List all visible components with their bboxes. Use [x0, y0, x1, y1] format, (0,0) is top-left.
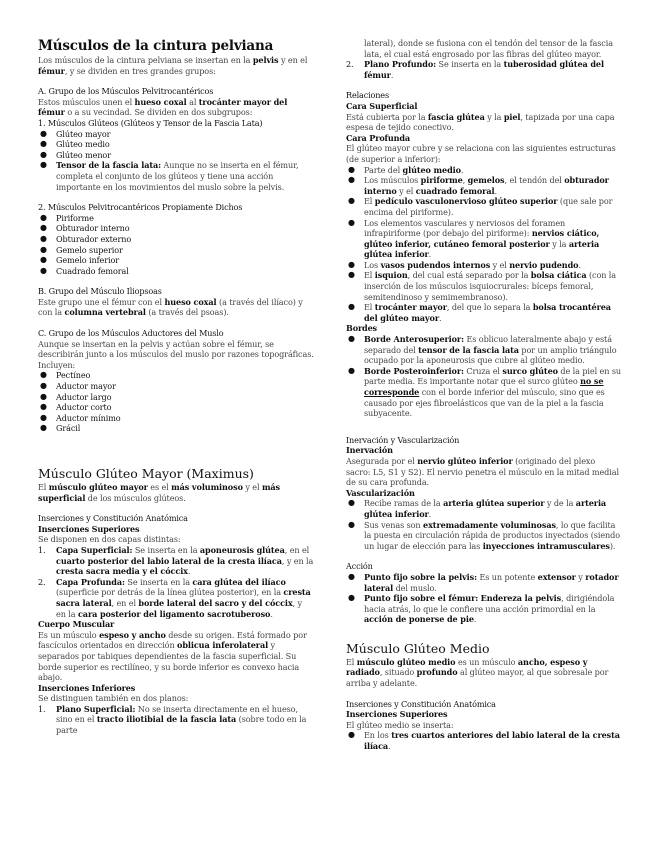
bordes-heading: Bordes	[346, 323, 377, 334]
bullet-icon: ●	[348, 730, 355, 740]
list-item: ● Aductor largo	[40, 391, 112, 402]
list-item: 2. Capa Profunda: Se inserta en la cara glútea del ilíaco (superficie por detrás de la línea glútea posterior), en la cresta sacra lateral, en el borde lateral del sacro y del cóccix, y en la cara posterior del ligamento sacrotuberoso.	[38, 576, 311, 619]
bullet-icon: ●	[40, 381, 47, 391]
bullet-icon: ●	[40, 255, 47, 265]
bullet-icon: ●	[348, 571, 355, 581]
group-a-heading: A. Grupo de los Músculos Pelvitrocantéricos	[38, 86, 214, 97]
capas-list	[38, 545, 314, 619]
cara-profunda-list	[346, 165, 622, 324]
bullet-icon: ●	[348, 302, 355, 312]
inervacion-heading: Inervación	[346, 445, 393, 456]
list-item: ● El pedículo vasculonervioso glúteo superior (que sale por encima del piriforme).	[348, 196, 613, 217]
list-item: 1. Capa Superficial: Se inserta en la aponeurosis glútea, en el cuarto posterior del labio lateral de la cresta ilíaca, y en la cresta sacra media y el cóccix.	[38, 544, 314, 577]
list-item: ● Glúteo mayor	[40, 128, 111, 139]
list-item: lateral), donde se fusiona con el tendón del tensor de la fascia lata, el cual está engrosado por las fibras del glúteo mayor.	[364, 38, 613, 59]
list-item: ● El isquion, del cual está separado por la bolsa ciática (con la inserción de los músculos isquiocrurales: bíceps femoral, semitendinoso y semimembranoso).	[348, 270, 617, 302]
bullet-icon: ●	[40, 412, 47, 422]
planos-list	[38, 704, 314, 736]
page-title: Músculos de la cintura pelviana	[38, 38, 274, 54]
inserciones-inferiores-text: Se distinguen también en dos planos:	[38, 693, 189, 704]
bullet-icon: ●	[40, 402, 47, 412]
bullet-icon: ●	[40, 160, 47, 170]
inserciones-superiores-heading: Inserciones Superiores	[38, 523, 140, 534]
group-c-heading: C. Grupo de los Músculos Aductores del Muslo	[38, 328, 224, 339]
bullet-icon: ●	[348, 196, 355, 206]
inserciones-superiores-text: Se disponen en dos capas distintas:	[38, 534, 181, 545]
bullet-icon: ●	[348, 164, 355, 174]
planos-list-continued	[346, 38, 622, 80]
gluteo-medio-superiores-text: El glúteo medio se inserta:	[346, 719, 454, 730]
gluteo-medio-superiores-heading: Inserciones Superiores	[346, 709, 448, 720]
bullet-icon: ●	[348, 334, 355, 344]
gluteo-medio-title: Músculo Glúteo Medio	[346, 640, 490, 656]
relaciones-heading: Relaciones	[346, 90, 389, 101]
bullet-icon: ●	[40, 391, 47, 401]
gluteo-medio-intro: El músculo glúteo medio es un músculo ancho, espeso y radiado, situado profundo al glúteo mayor, al que sobresale por arriba y adelante.	[346, 656, 609, 689]
cara-superficial-text: Está cubierta por la fascia glútea y la piel, tapizada por una capa espesa de tejido conectivo.	[346, 111, 615, 133]
cara-superficial-heading: Cara Superficial	[346, 100, 418, 111]
list-item: ● Gemelo inferior	[40, 255, 120, 266]
list-item: ● Recibe ramas de la arteria glútea superior y de la arteria glútea inferior.	[348, 498, 607, 519]
bullet-icon: ●	[40, 128, 47, 138]
list-item: ● Punto fijo sobre el fémur: Endereza la pelvis, dirigiéndola hacia atrás, lo que le confiere una acción primordial en la acción de ponerse de pie.	[348, 593, 615, 625]
bullet-icon: ●	[348, 593, 355, 603]
list-item: ● Cuadrado femoral	[40, 265, 129, 276]
list-item: ● Glúteo menor	[40, 149, 111, 160]
gluteo-medio-inserciones-heading: Inserciones y Constitución Anatómica	[346, 698, 496, 709]
bullet-icon: ●	[348, 365, 355, 375]
bullet-icon: ●	[40, 233, 47, 243]
list-item: ● Tensor de la fascia lata: Aunque no se inserta en el fémur, completa el conjunto de los glúteos y tiene una acción importante en los movimientos del muslo sobre la pelvis.	[40, 160, 299, 192]
list-item: ● Sus venas son extremadamente voluminosas, lo que facilita la puesta en circulación rápida de productos inyectados (siendo un lugar de elección para las inyecciones intramusculares).	[348, 519, 620, 551]
list-item: ● Los músculos piriforme, gemelos, el tendón del obturador interno y el cuadrado femoral.	[348, 175, 609, 196]
intro-paragraph: Los músculos de la cintura pelviana se insertan en la pelvis y en el fémur, y se dividen en tres grandes grupos:	[38, 55, 308, 76]
aductores-list	[38, 370, 314, 434]
list-item: 1. Plano Superficial: No se inserta directamente en el hueso, sino en el tracto iliotibial de la fascia lata (sobre todo en la parte	[38, 703, 307, 736]
bullet-icon: ●	[40, 423, 47, 433]
left-column	[38, 38, 314, 736]
bullet-icon: ●	[40, 370, 47, 380]
gluteos-list	[38, 129, 314, 193]
list-item: 2. Plano Profundo: Se inserta en la tuberosidad glútea del fémur.	[346, 59, 604, 80]
inserciones-inferiores-heading: Inserciones Inferiores	[38, 682, 136, 693]
gluteo-mayor-intro: El músculo glúteo mayor es el más voluminoso y el más superficial de los músculos glúteos.	[38, 482, 281, 503]
inserciones-heading: Inserciones y Constitución Anatómica	[38, 513, 188, 524]
list-item: ● Obturador interno	[40, 223, 130, 234]
vascularizacion-heading: Vascularización	[346, 487, 415, 498]
list-item: ● Pectíneo	[40, 370, 91, 381]
bullet-icon: ●	[40, 139, 47, 149]
list-item: ● Aductor corto	[40, 402, 112, 413]
right-column	[346, 38, 622, 752]
gluteo-mayor-title: Músculo Glúteo Mayor (Maximus)	[38, 466, 254, 481]
list-item: ● Los vasos pudendos internos y el nervio pudendo.	[348, 259, 581, 270]
bullet-icon: ●	[348, 498, 355, 508]
bullet-icon: ●	[348, 519, 355, 529]
list-item: ● Aductor mínimo	[40, 412, 121, 423]
list-item: ● Los elementos vasculares y nerviosos del foramen infrapiriforme (por debajo del piriforme): nervios ciático, glúteo inferior, cutáneo femoral posterior y la arteria glútea inferior.	[348, 217, 600, 260]
group-c-text: Aunque se insertan en la pelvis y actúan sobre el fémur, se describirán junto a los músculos del muslo por razones topográficas. Incluyen:	[38, 338, 314, 370]
list-item: ● Gemelo superior	[40, 244, 123, 255]
cara-profunda-heading: Cara Profunda	[346, 132, 410, 143]
list-item: ● En los tres cuartos anteriores del labio lateral de la cresta ilíaca.	[348, 730, 620, 752]
list-item: ● Punto fijo sobre la pelvis: Es un potente extensor y rotador lateral del muslo.	[348, 571, 619, 593]
bullet-icon: ●	[40, 265, 47, 275]
list-item: ● Borde Anterosuperior: Es oblicuo lateralmente abajo y está separado del tensor de la fascia lata por un amplio triángulo ocupado por la aponeurosis que cubre al glúteo medio.	[348, 334, 617, 366]
bullet-icon: ●	[40, 212, 47, 222]
list-item: ● El trocánter mayor, del que lo separa la bolsa trocantérea del glúteo mayor.	[348, 302, 611, 323]
vascularizacion-list	[346, 498, 622, 551]
pelvitrocantericos-list	[38, 213, 314, 277]
list-item: ● Glúteo medio	[40, 139, 110, 150]
group-b-text: Este grupo une el fémur con el hueso coxal (a través del ilíaco) y con la columna vertebral (a través del psoas).	[38, 296, 303, 318]
list-item: ● Parte del glúteo medio.	[348, 164, 464, 175]
bullet-icon: ●	[348, 270, 355, 280]
bullet-icon: ●	[40, 244, 47, 254]
cuerpo-muscular-text: Es un músculo espeso y ancho desde su origen. Está formado por fascículos orientados en dirección oblicua inferolateral y separados por tabiques dependientes de la fascia superficial. Su borde superior es rectilíneo, y su borde inferior es convexo hacia abajo.	[38, 629, 307, 683]
subgroup-1-heading: 1. Músculos Glúteos (Glúteos y Tensor de la Fascia Lata)	[38, 117, 263, 128]
inervacion-text: Asegurada por el nervio glúteo inferior (originado del plexo sacro: L5, S1 y S2). El nervio penetra el músculo en la mitad medial de su cara profunda.	[346, 455, 619, 488]
subgroup-2-heading: 2. Músculos Pelvitrocantéricos Propiamente Dichos	[38, 202, 243, 213]
bordes-list	[346, 334, 622, 419]
bullet-icon: ●	[348, 175, 355, 185]
group-a-text: Estos músculos unen el hueso coxal al trocánter mayor del fémur o a su vecindad. Se dividen en dos subgrupos:	[38, 96, 288, 118]
list-item: ● Borde Posteroinferior: Cruza el surco glúteo de la piel en su parte media. Es importante notar que el surco glúteo no se corresponde con el borde inferior del músculo, sino que es causado por ejes fibroelásticos que van de la piel a la fascia subyacente.	[348, 365, 621, 419]
cara-profunda-text: El glúteo mayor cubre y se relaciona con las siguientes estructuras (de superior a inferior):	[346, 143, 616, 164]
gluteo-medio-list	[346, 730, 622, 751]
cuerpo-muscular-heading: Cuerpo Muscular	[38, 619, 115, 630]
list-item: ● Aductor mayor	[40, 381, 116, 392]
list-item: ● Obturador externo	[40, 233, 132, 244]
bullet-icon: ●	[40, 223, 47, 233]
inervacion-vascularizacion-heading: Inervación y Vascularización	[346, 434, 460, 445]
accion-list	[346, 572, 622, 625]
group-b-heading: B. Grupo del Músculo Iliopsoas	[38, 286, 162, 297]
accion-heading: Acción	[346, 561, 373, 572]
bullet-icon: ●	[348, 259, 355, 269]
bullet-icon: ●	[40, 149, 47, 159]
list-item: ● Piriforme	[40, 212, 94, 223]
bullet-icon: ●	[348, 217, 355, 227]
list-item: ● Grácil	[40, 423, 81, 434]
